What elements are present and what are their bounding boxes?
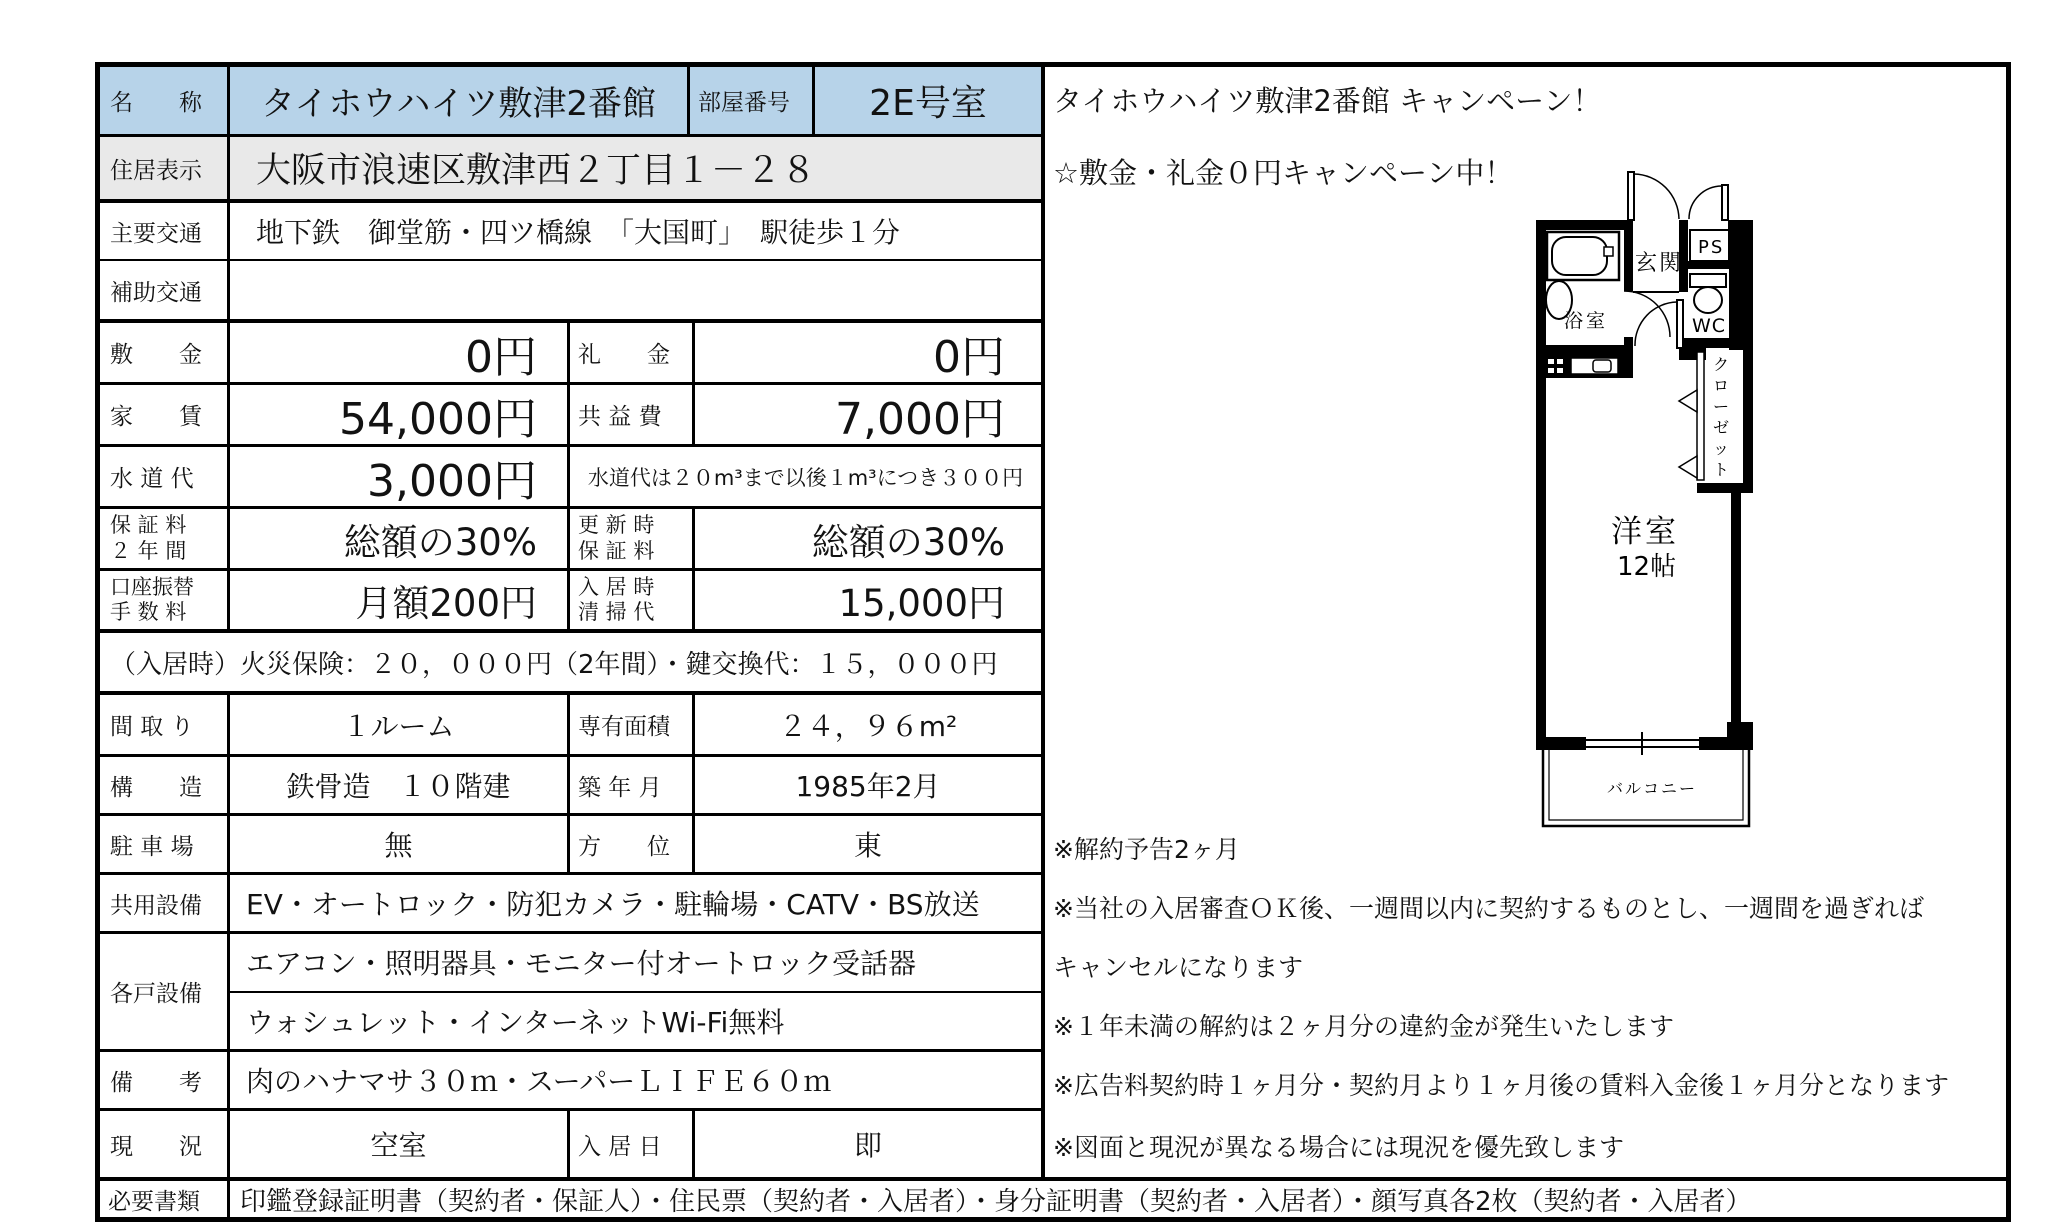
- table-row-remarks: [100, 1052, 1041, 1111]
- notes-panel: [1045, 67, 2006, 1177]
- name-label: 名 称: [100, 67, 230, 134]
- structure-label: 構 造: [100, 757, 230, 813]
- transit-main-label: 主要交通: [100, 203, 230, 259]
- renewal-guarantee-value: 総額の30%: [811, 520, 1005, 564]
- table-row-parking: [100, 816, 1041, 875]
- rent-label: 家 賃: [100, 385, 230, 444]
- water-fee-label: 水 道 代: [100, 447, 230, 506]
- guarantee-value: 総額の30%: [230, 509, 570, 568]
- guarantee-label: [100, 509, 230, 568]
- name-value: タイホウハイツ敷津2番館: [230, 67, 690, 134]
- area-value: ２４，９６m²: [778, 709, 958, 743]
- room-number-value: 2E号室: [869, 83, 987, 124]
- bathroom-door-arc: [1624, 291, 1670, 337]
- direction-value: 東: [853, 829, 882, 862]
- rent-value: 54,000円: [230, 385, 570, 444]
- unit-facilities-value-2: ウォシュレット・インターネットWi-Fi無料: [246, 1005, 785, 1039]
- floorplan-diagram: [1531, 160, 1761, 850]
- table-row-rent: [100, 385, 1041, 447]
- status-value: 空室: [230, 1111, 570, 1177]
- direction-label: 方 位: [570, 816, 695, 872]
- table-row-transit-sub: [100, 261, 1041, 323]
- layout-value: １ルーム: [230, 695, 570, 754]
- table-row-structure: [100, 757, 1041, 816]
- area-label: 専有面積: [570, 695, 695, 754]
- property-sheet: [95, 62, 2011, 1222]
- remarks-label: 備 考: [100, 1052, 230, 1108]
- renewal-label-line2: 保 証 料: [578, 538, 655, 563]
- entry-doors: [1628, 172, 1728, 220]
- water-fee-value: 3,000円: [230, 447, 570, 506]
- remarks-value: 肉のハナマサ３０ｍ・スーパーＬＩＦＥ６０ｍ: [246, 1065, 832, 1098]
- common-fee-value: 7,000円: [835, 393, 1005, 445]
- floorplan-label-wc: WC: [1692, 315, 1727, 337]
- campaign-title: タイホウハイツ敷津2番館 キャンペーン！: [1053, 84, 1602, 118]
- closet-doors: [1679, 352, 1704, 480]
- built-date-value: 1985年2月: [795, 770, 941, 803]
- cleaning-fee-value: 15,000円: [838, 582, 1005, 625]
- cleaning-label-line1: 入 居 時: [578, 574, 655, 599]
- movein-date-value: 即: [853, 1129, 882, 1162]
- floorplan-label-room: 洋室: [1611, 514, 1679, 550]
- floorplan-label-closet: [1713, 355, 1729, 479]
- deposit-value: 0円: [230, 323, 570, 382]
- table-row-status: [100, 1111, 1041, 1177]
- required-documents-value: 印鑑登録証明書（契約者・保証人）・住民票（契約者・入居者）・身分証明書（契約者・入居者）・顔写真各2枚（契約者・入居者）: [240, 1186, 1752, 1217]
- transit-sub-value: [230, 261, 1041, 319]
- guarantee-label-line2: ２ 年 間: [110, 538, 187, 563]
- parking-label: 駐 車 場: [100, 816, 230, 872]
- movein-date-label: 入 居 日: [570, 1111, 695, 1177]
- floorplan-label-genkan: 玄関: [1635, 251, 1684, 276]
- movein-insurance-note: （入居時）火災保険：２０，０００円（2年間）・鍵交換代：１５，０００円: [110, 649, 998, 680]
- sheet-main: [100, 67, 2006, 1177]
- transit-main-value: 地下鉄 御堂筋・四ツ橋線 「大国町」 駅徒歩１分: [256, 216, 901, 249]
- guarantee-label-line1: 保 証 料: [110, 513, 187, 538]
- unit-facilities-value-1: エアコン・照明器具・モニター付オートロック受話器: [230, 934, 1041, 993]
- shared-facilities-value: EV・オートロック・防犯カメラ・駐輪場・CATV・BS放送: [246, 888, 980, 921]
- renewal-label-line1: 更 新 時: [578, 513, 655, 538]
- room-number-label: 部屋番号: [690, 67, 815, 134]
- unit-facilities-values: [230, 934, 1041, 1049]
- floorplan-label-ps: PS: [1698, 237, 1725, 258]
- address-value: 大阪市浪速区敷津西２丁目１－２８: [256, 151, 817, 191]
- svg-text:ク: ク: [1713, 355, 1730, 374]
- deposit-label: 敷 金: [100, 323, 230, 382]
- built-date-label: 築 年 月: [570, 757, 695, 813]
- debit-label-line1: 口座振替: [110, 574, 194, 599]
- layout-label: 間 取 り: [100, 695, 230, 754]
- table-row-movein-note: [100, 633, 1041, 695]
- table-row-debit: [100, 571, 1041, 633]
- cleaning-label-line2: 清 掃 代: [578, 600, 655, 624]
- debit-fee-value: 月額200円: [230, 571, 570, 629]
- svg-text:ッ: ッ: [1713, 439, 1730, 458]
- note-drawing-priority: ※図面と現況が異なる場合には現況を優先致します: [1053, 1133, 1624, 1162]
- debit-label-line2: 手 数 料: [110, 600, 187, 624]
- floorplan-label-balcony: バルコニー: [1607, 779, 1698, 798]
- bathtub: [1547, 232, 1619, 280]
- renewal-guarantee-label: [570, 509, 695, 568]
- svg-text:ゼ: ゼ: [1713, 418, 1730, 437]
- svg-text:ト: ト: [1713, 460, 1730, 479]
- status-label: 現 況: [100, 1111, 230, 1177]
- note-early-termination: ※１年未満の解約は２ヶ月分の違約金が発生いたします: [1053, 1012, 1674, 1041]
- note-screening-2: キャンセルになります: [1053, 953, 1304, 982]
- table-row-name: [100, 67, 1041, 137]
- balcony-window: [1586, 732, 1699, 755]
- structure-value: 鉄骨造 １０階建: [230, 757, 570, 813]
- address-label: 住居表示: [100, 137, 230, 199]
- table-row-guarantee: [100, 509, 1041, 571]
- note-advertising-fee: ※広告料契約時１ヶ月分・契約月より１ヶ月後の賃料入金後１ヶ月分となります: [1053, 1071, 1949, 1100]
- cleaning-fee-label: [570, 571, 695, 629]
- required-documents-label: 必要書類: [100, 1181, 230, 1217]
- campaign-subtitle: ☆敷金・礼金０円キャンペーン中！: [1053, 156, 1514, 190]
- key-money-label: 礼 金: [570, 323, 695, 382]
- table-row-layout: [100, 695, 1041, 757]
- parking-value: 無: [230, 816, 570, 872]
- table-row-address: [100, 137, 1041, 203]
- table-row-shared-facilities: [100, 875, 1041, 934]
- svg-text:ロ: ロ: [1713, 376, 1730, 395]
- svg-text:ー: ー: [1713, 397, 1730, 416]
- key-money-value: 0円: [933, 331, 1005, 383]
- property-table: [100, 67, 1045, 1177]
- toilet: [1690, 274, 1726, 313]
- table-row-deposit: [100, 323, 1041, 385]
- transit-sub-label: 補助交通: [100, 261, 230, 319]
- shared-facilities-label: 共用設備: [100, 875, 230, 931]
- table-row-transit-main: [100, 203, 1041, 261]
- floorplan-label-bathroom: 浴室: [1564, 310, 1609, 332]
- water-fee-note: 水道代は２０m³まで以後１m³につき３００円: [587, 465, 1024, 490]
- debit-fee-label: [100, 571, 230, 629]
- floorplan-label-room-size: 12帖: [1617, 552, 1677, 582]
- table-row-water: [100, 447, 1041, 509]
- common-fee-label: 共 益 費: [570, 385, 695, 444]
- table-row-required-documents: [100, 1177, 2006, 1217]
- note-screening-1: ※当社の入居審査ＯＫ後、一週間以内に契約するものとし、一週間を過ぎれば: [1053, 894, 1924, 923]
- note-cancellation-notice: ※解約予告2ヶ月: [1053, 835, 1240, 864]
- unit-facilities-label: 各戸設備: [100, 934, 230, 1049]
- table-row-unit-facilities: [100, 934, 1041, 1052]
